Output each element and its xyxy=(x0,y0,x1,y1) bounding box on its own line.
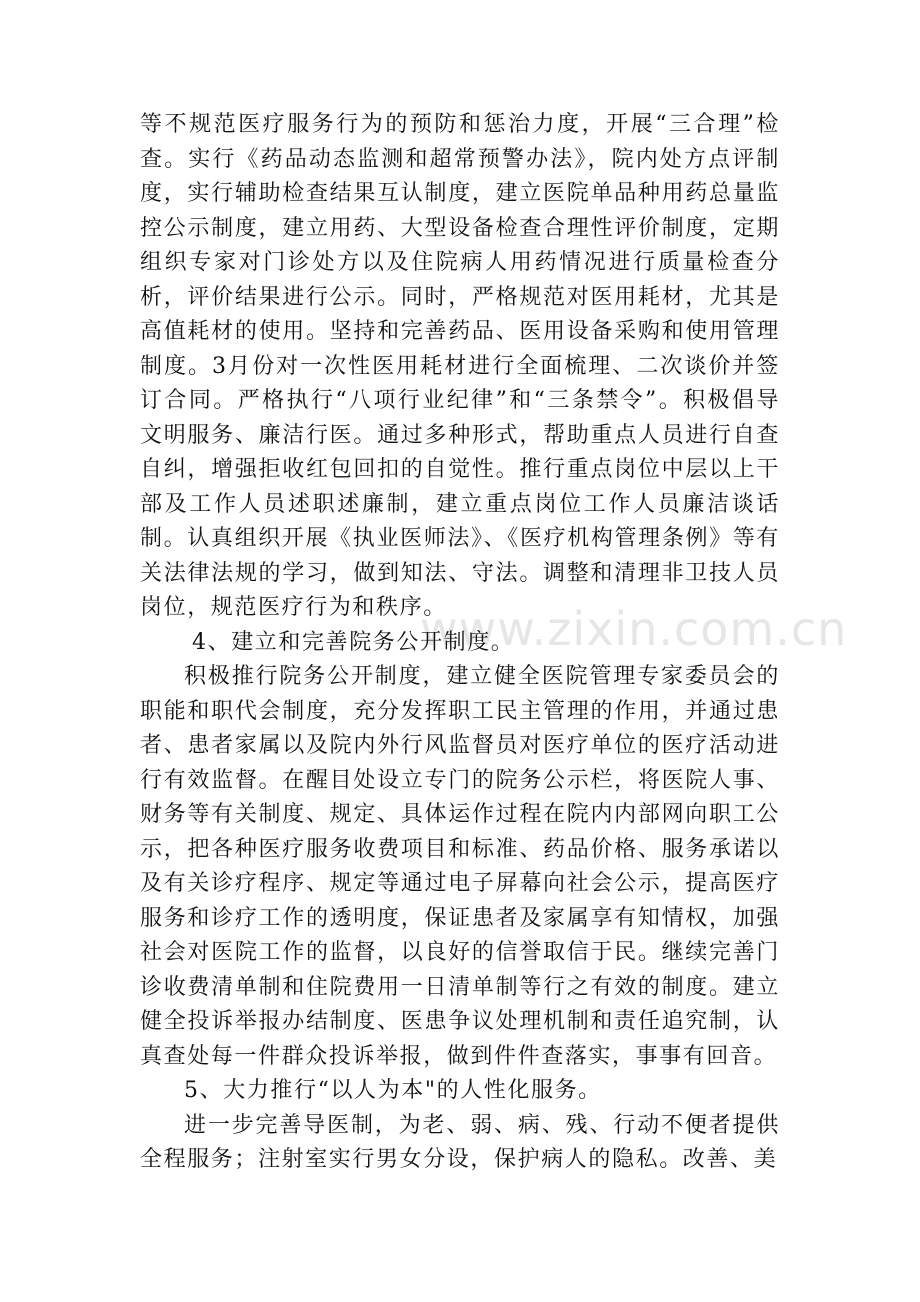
watermark: www.zixin.com.cn xyxy=(420,602,848,656)
document-body xyxy=(140,108,780,1178)
section-heading-5: 5、大力推行“以人为本"的人性化服务。 xyxy=(184,1078,602,1103)
paragraph-5: 进一步完善导医制，为老、弱、病、残、行动不便者提供全程服务；注射室实行男女分设，保护病人的隐私。改善、美 xyxy=(140,1112,780,1172)
section-heading-4: 4、建立和完善院务公开制度。 xyxy=(192,629,515,655)
paragraph-continued: 等不规范医疗服务行为的预防和惩治力度，开展“三合理”检查。实行《药品动态监测和超常预警办法》，院内处方点评制度，实行辅助检查结果互认制度，建立医院单品种用药总量监控公示制度，建立用药、大型设备检查合理性评价制度，定期组织专家对门诊处方以及住院病人用药情况进行质量检查分析，评价结果进行公示。同时，严格规范对医用耗材，尤其是高值耗材的使用。坚持和完善药品、医用设备采购和使用管理制度。3月份对一次性医用耗材进行全面梳理、二次谈价并签订合同。严格执行“八项行业纪律”和“三条禁令”。积极倡导文明服务、廉洁行医。通过多种形式，帮助重点人员进行自查自纠，增强拒收红包回扣的自觉性。推行重点岗位中层以上干部及工作人员述职述廉制，建立重点岗位工作人员廉洁谈话制。认真组织开展《执业医师法》、《医疗机构管理条例》等有关法律法规的学习，做到知法、守法。调整和清理非卫技人员岗位，规范医疗行为和秩序。 xyxy=(140,112,780,620)
paragraph-4: 积极推行院务公开制度，建立健全医院管理专家委员会的职能和职代会制度，充分发挥职工民主管理的作用，并通过患者、患者家属以及院内外行风监督员对医疗单位的医疗活动进行有效监督。在醒目处设立专门的院务公示栏，将医院人事、财务等有关制度、规定、具体运作过程在院内内部网向职工公示，把各种医疗服务收费项目和标准、药品价格、服务承诺以及有关诊疗程序、规定等通过电子屏幕向社会公示，提高医疗服务和诊疗工作的透明度，保证患者及家属享有知情权，加强社会对医院工作的监督，以良好的信誉取信于民。继续完善门诊收费清单制和住院费用一日清单制等行之有效的制度。建立健全投诉举报办结制度、医患争议处理机制和责任追究制，认真查处每一件群众投诉举报，做到件件查落实，事事有回音。 xyxy=(140,664,780,1069)
